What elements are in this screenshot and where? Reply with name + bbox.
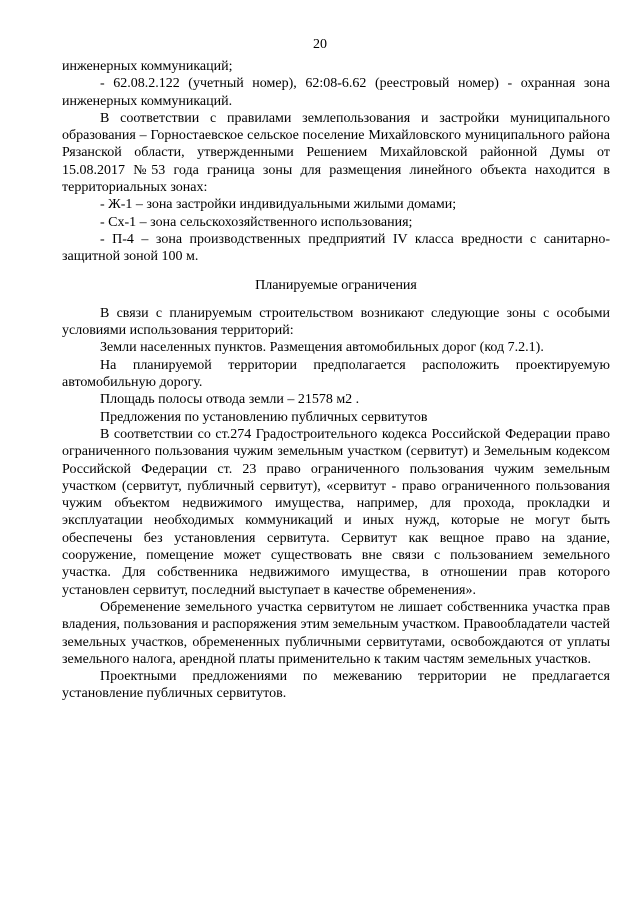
paragraph: - 62.08.2.122 (учетный номер), 62:08-6.62 (реестровый номер) - охранная зона инженерных коммуникаций. xyxy=(62,76,610,109)
paragraph: На планируемой территории предполагается расположить проектируемую автомобильную дорогу. xyxy=(62,357,610,391)
paragraph: Площадь полосы отвода земли – 21578 м2 . xyxy=(100,392,360,408)
paragraph: В связи с планируемым строительством возникают следующие зоны с особыми условиями использования территорий: xyxy=(62,305,610,339)
list-item: - П-4 – зона производственных предприятий IV класса вредности с санитарно-защитной зоной 100 м. xyxy=(62,231,610,265)
list-item: - Сх-1 – зона сельскохозяйственного использования; xyxy=(100,214,413,230)
paragraph: В соответствии с правилами землепользования и застройки муниципального образования – Горностаевское сельское поселение Михайловского муниципального района Рязанской области, утвержденными Решением Михайловской районной Думы от 15.08.2017 №53 года граница зоны для размещения линейного объекта находится в территориальных зонах: xyxy=(62,110,610,196)
paragraph: инженерных коммуникаций; xyxy=(62,59,233,74)
paragraph: Обременение земельного участка сервитутом не лишает собственника участка прав владения, пользования и распоряжения этим земельным участком. Правообладатели частей земельных участков, обремененных публичными сервитутами, освобождаются от уплаты земельного налога, арендной платы применительно к таким частям земельных участков. xyxy=(62,599,610,667)
section-heading: Планируемые ограничения xyxy=(255,277,417,293)
list-item: - Ж-1 – зона застройки индивидуальными жилыми домами; xyxy=(100,197,457,213)
paragraph: Земли населенных пунктов. Размещения автомобильных дорог (код 7.2.1). xyxy=(100,340,544,356)
subheading: Предложения по установлению публичных сервитутов xyxy=(100,409,428,425)
paragraph: Проектными предложениями по межеванию территории не предлагается установление публичных сервитутов. xyxy=(62,669,610,702)
page-number: 20 xyxy=(313,37,327,52)
paragraph: В соответствии со ст.274 Градостроительного кодекса Российской Федерации право ограниченного пользования чужим земельным участком (сервитут) и Земельным кодексом Российской Федерации ст. 23 право ограниченного пользования чужим земельным участком (сервитут, публичный сервитут), «сервитут - право ограниченного пользования чужим объектом недвижимого имущества, например, для прохода, прокладки и эксплуатации необходимых коммуникаций и иных нужд, которые не могут быть обеспечены без установления сервитута. Сервитут как вещное право на здание, сооружение, помещение может существовать вне связи с пользованием земельного участка. Для собственника недвижимого имущества, в отношении прав которого установлен сервитут, последний выступает в качестве обременения». xyxy=(62,426,610,598)
document-body xyxy=(62,58,610,703)
